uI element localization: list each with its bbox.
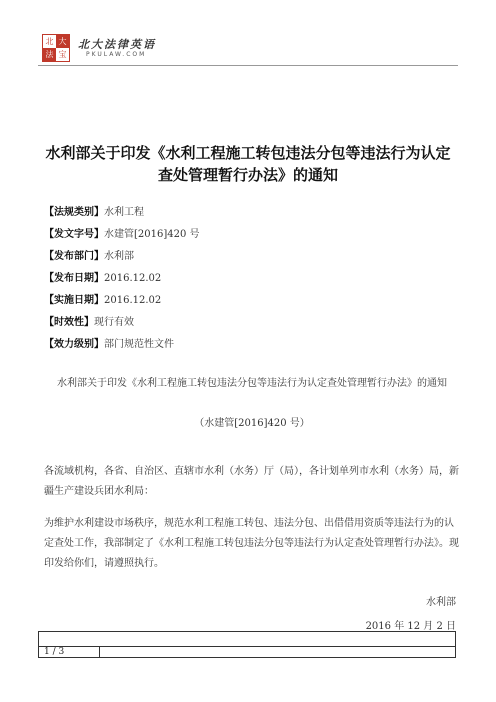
meta-value: 部门规范性文件 (104, 339, 174, 350)
logo-seal (42, 34, 70, 62)
meta-key: 【发布日期】 (44, 273, 104, 284)
signature-org: 水利部 (426, 597, 456, 608)
meta-key: 【效力级别】 (44, 339, 104, 350)
meta-row-doc-number (44, 228, 464, 250)
meta-key: 【发文字号】 (44, 229, 104, 240)
meta-key: 【实施日期】 (44, 295, 104, 306)
meta-key: 【法规类别】 (44, 207, 104, 218)
meta-row-publish-date (44, 272, 464, 294)
footer-top-row (39, 632, 455, 647)
signature-date: 2016 年 12 月 2 日 (365, 621, 456, 632)
logo-char: 大 (56, 35, 69, 48)
meta-value: 水利部 (104, 251, 134, 262)
meta-row-validity (44, 316, 464, 338)
meta-row-level (44, 338, 464, 360)
page-footer (38, 631, 456, 658)
metadata-list (44, 206, 464, 360)
meta-key: 【时效性】 (44, 317, 94, 328)
site-header (38, 34, 458, 64)
body-paragraph-addressees: 各流域机构，各省、自治区、直辖市水利（水务）厅（局），各计划单列市水利（水务）局，新疆生产建设兵团水利局： (44, 466, 459, 497)
logo-char: 北 (45, 37, 54, 46)
document-title: 水利部关于印发《水利工程施工转包违法分包等违法行为认定查处管理暂行办法》的通知 (45, 144, 451, 184)
header-divider (38, 65, 458, 66)
notice-number: （水建管[2016]420 号） (194, 418, 310, 429)
meta-value: 2016.12.02 (104, 273, 162, 284)
meta-key: 【发布部门】 (44, 251, 104, 262)
meta-value: 水利工程 (104, 207, 144, 218)
page-number: 1 / 3 (44, 647, 65, 657)
meta-row-effective-date (44, 294, 464, 316)
meta-row-department (44, 250, 464, 272)
logo-char: 宝 (58, 50, 67, 59)
notice-heading: 水利部关于印发《水利工程施工转包违法分包等违法行为认定查处管理暂行办法》的通知 (57, 378, 447, 389)
meta-value: 现行有效 (94, 317, 134, 328)
meta-value: 2016.12.02 (104, 295, 162, 306)
brand-name: 北大法律英语 (78, 38, 156, 51)
brand-url: PKULAW.COM (86, 51, 147, 58)
meta-row-category (44, 206, 464, 228)
logo-char: 法 (43, 48, 56, 61)
meta-value: 水建管[2016]420 号 (104, 229, 200, 240)
body-paragraph-main: 为维护水利建设市场秩序，规范水利工程施工转包、违法分包、出借借用资质等违法行为的认定查处工作，我部制定了《水利工程施工转包违法分包等违法行为认定查处管理暂行办法》。现印发给你们，请遵照执行。 (44, 518, 459, 569)
